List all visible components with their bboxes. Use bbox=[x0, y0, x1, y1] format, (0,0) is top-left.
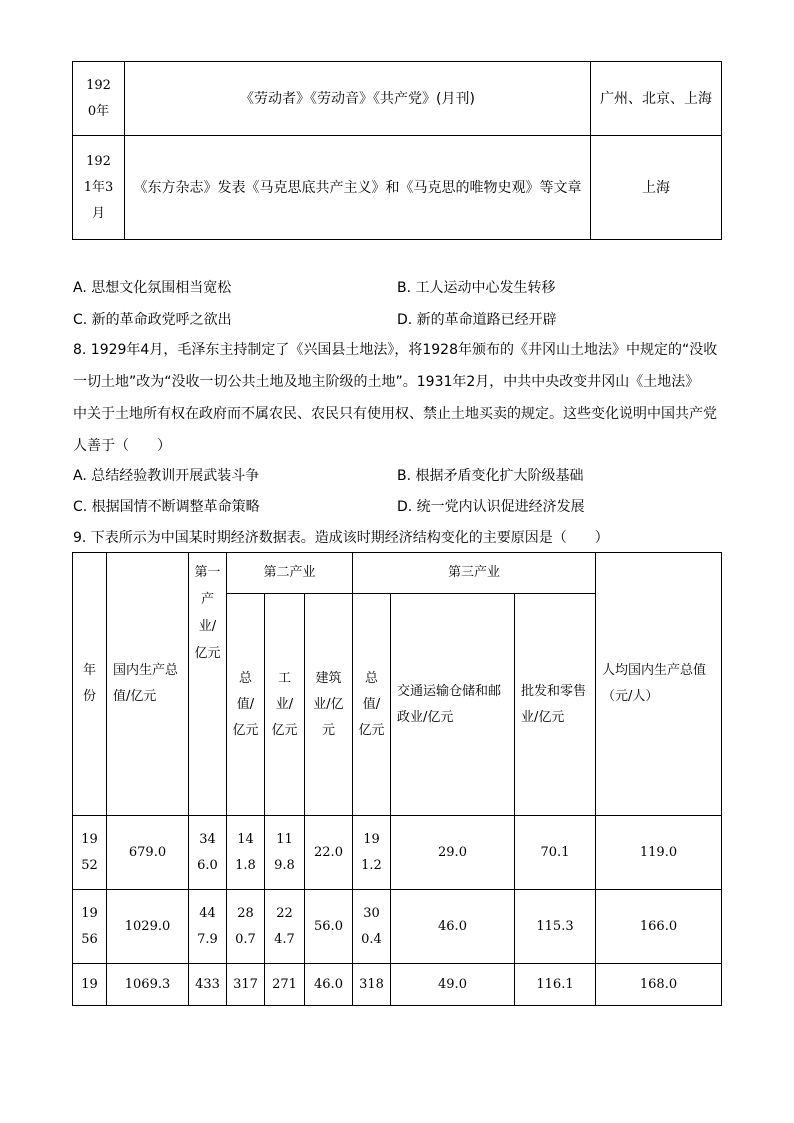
primary-cell: 433 bbox=[189, 964, 227, 1006]
question-line: 一切土地”改为“没收一切公共土地及地主阶级的土地”。1931年2月，中共中央改变井冈山《土地法》 bbox=[73, 374, 700, 390]
tertiary-total-cell: 300.4 bbox=[353, 890, 391, 964]
year-cell: 1921年3月 bbox=[73, 136, 125, 240]
economy-table bbox=[72, 552, 722, 1006]
table-row bbox=[73, 964, 722, 1006]
per-capita-header: 人均国内生产总值（元/人） bbox=[596, 553, 722, 816]
construction-cell: 46.0 bbox=[305, 964, 353, 1006]
question-line: 8. 1929年4月，毛泽东主持制定了《兴国县土地法》，将1928年颁布的《井冈山土地法》中规定的“没收 bbox=[73, 342, 718, 358]
question-line: 人善于（ ） bbox=[73, 438, 171, 454]
transport-cell: 49.0 bbox=[391, 964, 515, 1006]
gdp-cell: 679.0 bbox=[107, 816, 189, 890]
trade-cell: 70.1 bbox=[515, 816, 596, 890]
q7-option-c: C. 新的革命政党呼之欲出 bbox=[73, 312, 232, 328]
construction-header: 建筑业/亿元 bbox=[305, 594, 353, 816]
publication-cell: 《劳动者》《劳动音》《共产党》(月刊) bbox=[125, 62, 591, 136]
per-capita-cell: 168.0 bbox=[596, 964, 722, 1006]
gdp-cell: 1069.3 bbox=[107, 964, 189, 1006]
table-row bbox=[73, 136, 722, 240]
year-cell: 1956 bbox=[73, 890, 107, 964]
transport-header: 交通运输仓储和邮政业/亿元 bbox=[391, 594, 515, 816]
trade-header: 批发和零售业/亿元 bbox=[515, 594, 596, 816]
industry-cell: 224.7 bbox=[265, 890, 305, 964]
per-capita-cell: 166.0 bbox=[596, 890, 722, 964]
gdp-header: 国内生产总值/亿元 bbox=[107, 553, 189, 816]
question-line: 中关于土地所有权在政府而不属农民、农民只有使用权、禁止土地买卖的规定。这些变化说明中国共产党 bbox=[73, 406, 717, 422]
industry-header: 工业/亿元 bbox=[265, 594, 305, 816]
trade-cell: 115.3 bbox=[515, 890, 596, 964]
secondary-total-cell: 280.7 bbox=[227, 890, 265, 964]
secondary-total-header: 总值/亿元 bbox=[227, 594, 265, 816]
primary-cell: 346.0 bbox=[189, 816, 227, 890]
place-cell: 广州、北京、上海 bbox=[591, 62, 722, 136]
per-capita-cell: 119.0 bbox=[596, 816, 722, 890]
transport-cell: 29.0 bbox=[391, 816, 515, 890]
primary-header: 第一产业/亿元 bbox=[189, 553, 227, 816]
table-row bbox=[73, 890, 722, 964]
year-cell: 19 bbox=[73, 964, 107, 1006]
table-row bbox=[73, 62, 722, 136]
tertiary-total-cell: 191.2 bbox=[353, 816, 391, 890]
q7-option-b: B. 工人运动中心发生转移 bbox=[397, 280, 556, 296]
tertiary-total-header: 总值/亿元 bbox=[353, 594, 391, 816]
q9-question: 9. 下表所示为中国某时期经济数据表。造成该时期经济结构变化的主要原因是（ ） bbox=[73, 530, 609, 546]
secondary-header: 第二产业 bbox=[227, 553, 353, 594]
q8-option-c: C. 根据国情不断调整革命策略 bbox=[73, 499, 260, 515]
q8-option-a: A. 总结经验教训开展武装斗争 bbox=[73, 468, 260, 484]
place-cell: 上海 bbox=[591, 136, 722, 240]
construction-cell: 56.0 bbox=[305, 890, 353, 964]
year-cell: 1920年 bbox=[73, 62, 125, 136]
q7-option-a: A. 思想文化氛围相当宽松 bbox=[73, 280, 232, 296]
industry-cell: 271 bbox=[265, 964, 305, 1006]
year-header: 年份 bbox=[73, 553, 107, 816]
industry-cell: 119.8 bbox=[265, 816, 305, 890]
q8-question bbox=[73, 334, 723, 462]
table-row bbox=[73, 816, 722, 890]
year-cell: 1952 bbox=[73, 816, 107, 890]
publication-cell: 《东方杂志》发表《马克思底共产主义》和《马克思的唯物史观》等文章 bbox=[125, 136, 591, 240]
transport-cell: 46.0 bbox=[391, 890, 515, 964]
q8-option-b: B. 根据矛盾变化扩大阶级基础 bbox=[397, 468, 584, 484]
gdp-cell: 1029.0 bbox=[107, 890, 189, 964]
tertiary-total-cell: 318 bbox=[353, 964, 391, 1006]
tertiary-header: 第三产业 bbox=[353, 553, 596, 594]
q7-option-d: D. 新的革命道路已经开辟 bbox=[397, 312, 557, 328]
trade-cell: 116.1 bbox=[515, 964, 596, 1006]
q8-option-d: D. 统一党内认识促进经济发展 bbox=[397, 499, 585, 515]
secondary-total-cell: 317 bbox=[227, 964, 265, 1006]
construction-cell: 22.0 bbox=[305, 816, 353, 890]
events-table bbox=[72, 61, 722, 240]
primary-cell: 447.9 bbox=[189, 890, 227, 964]
header-row bbox=[73, 553, 722, 594]
secondary-total-cell: 141.8 bbox=[227, 816, 265, 890]
